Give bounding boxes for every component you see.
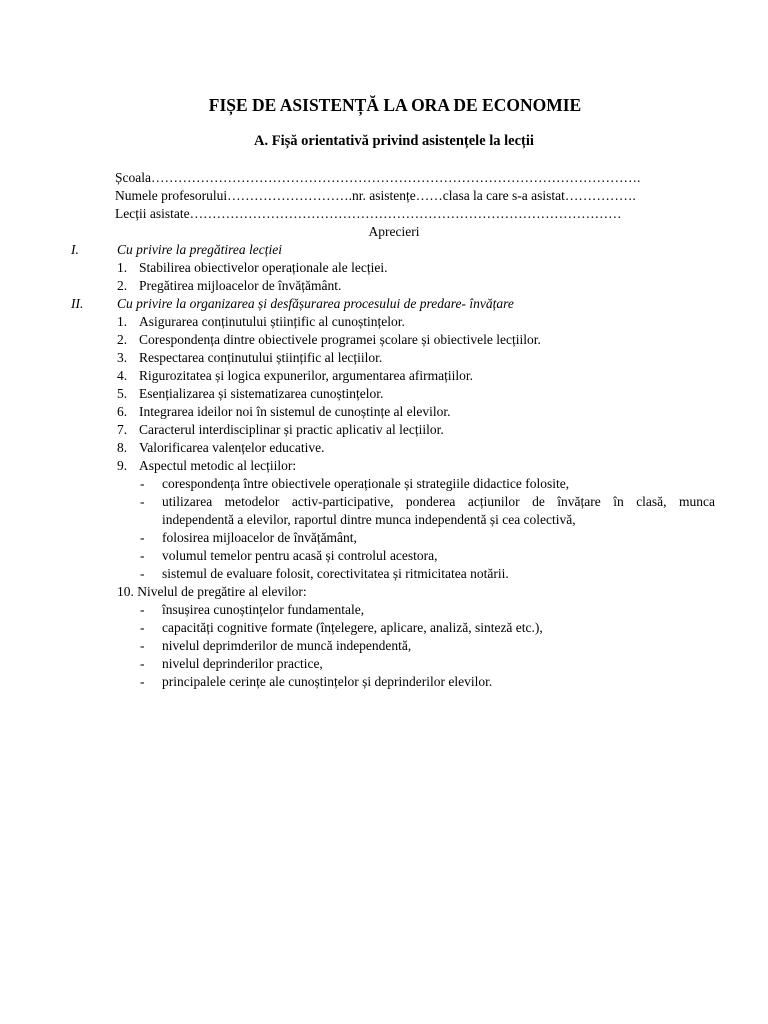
bullet-dash: -	[140, 656, 145, 671]
section2-item: Rigurozitatea și logica expunerilor, argumentarea afirmațiilor.	[139, 368, 473, 383]
section1-item: Stabilirea obiectivelor operaționale ale lecției.	[139, 260, 388, 275]
section2-item: Aspectul metodic al lecțiilor:	[139, 458, 297, 473]
field-profesor: Numele profesorului……………………….nr. asistențe……clasa la care s-a asistat…………….	[115, 188, 636, 203]
section2-item-number: 5.	[117, 386, 128, 401]
aspect-bullet: volumul temelor pentru acasă și controlul acestora,	[162, 548, 438, 563]
aspect-bullet: utilizarea metodelor activ-participative, ponderea acțiunilor de învățare în clasă, munca	[162, 494, 715, 509]
bullet-dash: -	[140, 638, 145, 653]
nivel-bullet: nivelul deprinderilor practice,	[162, 656, 323, 671]
section1-item-number: 1.	[117, 260, 128, 275]
nivel-bullet: nivelul deprimderilor de muncă independentă,	[162, 638, 412, 653]
aprecieri-heading: Aprecieri	[368, 224, 420, 239]
section2-heading: Cu privire la organizarea și desfășurarea procesului de predare- învățare	[117, 296, 514, 311]
section2-item-10: 10. Nivelul de pregătire al elevilor:	[117, 584, 307, 599]
nivel-bullet: capacități cognitive formate (înțelegere, aplicare, analiză, sinteză etc.),	[162, 620, 543, 635]
section2-item: Esențializarea și sistematizarea cunoștințelor.	[139, 386, 384, 401]
bullet-dash: -	[140, 494, 145, 509]
document-subtitle: A. Fișă orientativă privind asistențele la lecții	[254, 133, 534, 149]
section2-item-number: 9.	[117, 458, 128, 473]
section1-item: Pregătirea mijloacelor de învățământ.	[139, 278, 342, 293]
aspect-bullet: sistemul de evaluare folosit, corectivitatea și ritmicitatea notării.	[162, 566, 509, 581]
field-lectii: Lecții asistate……………………………………………………………………………………	[115, 206, 622, 221]
field-scoala: Școala……………………………………………………………………………………………….	[115, 170, 641, 185]
document-title: FIȘE DE ASISTENȚĂ LA ORA DE ECONOMIE	[208, 95, 582, 115]
section2-numeral: II.	[71, 296, 84, 311]
bullet-dash: -	[140, 674, 145, 689]
bullet-dash: -	[140, 530, 145, 545]
section2-item-number: 6.	[117, 404, 128, 419]
bullet-dash: -	[140, 620, 145, 635]
section2-item: Integrarea ideilor noi în sistemul de cunoștințe al elevilor.	[139, 404, 451, 419]
bullet-dash: -	[140, 476, 145, 491]
section2-item: Caracterul interdisciplinar și practic aplicativ al lecțiilor.	[139, 422, 444, 437]
section1-numeral: I.	[71, 242, 79, 257]
section2-item: Respectarea conținutului științific al lecțiilor.	[139, 350, 383, 365]
section2-item: Valorificarea valențelor educative.	[139, 440, 325, 455]
section1-heading: Cu privire la pregătirea lecției	[117, 242, 282, 257]
bullet-dash: -	[140, 548, 145, 563]
section2-item-number: 2.	[117, 332, 128, 347]
nivel-bullet: principalele cerințe ale cunoștințelor și deprinderilor elevilor.	[162, 674, 493, 689]
section2-item: Corespondența dintre obiectivele programei școlare și obiectivele lecțiilor.	[139, 332, 541, 347]
section2-item-number: 4.	[117, 368, 128, 383]
bullet-dash: -	[140, 602, 145, 617]
section2-item-number: 8.	[117, 440, 128, 455]
bullet-dash: -	[140, 566, 145, 581]
section2-item: Asigurarea conținutului științific al cunoștințelor.	[139, 314, 405, 329]
section1-item-number: 2.	[117, 278, 128, 293]
aspect-bullet-continuation: independentă a elevilor, raportul dintre munca independentă și cea colectivă,	[162, 512, 576, 527]
section2-item-number: 1.	[117, 314, 128, 329]
section2-item-number: 7.	[117, 422, 128, 437]
aspect-bullet: corespondența între obiectivele operaționale și strategiile didactice folosite,	[162, 476, 570, 491]
aspect-bullet: folosirea mijloacelor de învățământ,	[162, 530, 357, 545]
section2-item-number: 3.	[117, 350, 128, 365]
nivel-bullet: însușirea cunoștințelor fundamentale,	[162, 602, 365, 617]
